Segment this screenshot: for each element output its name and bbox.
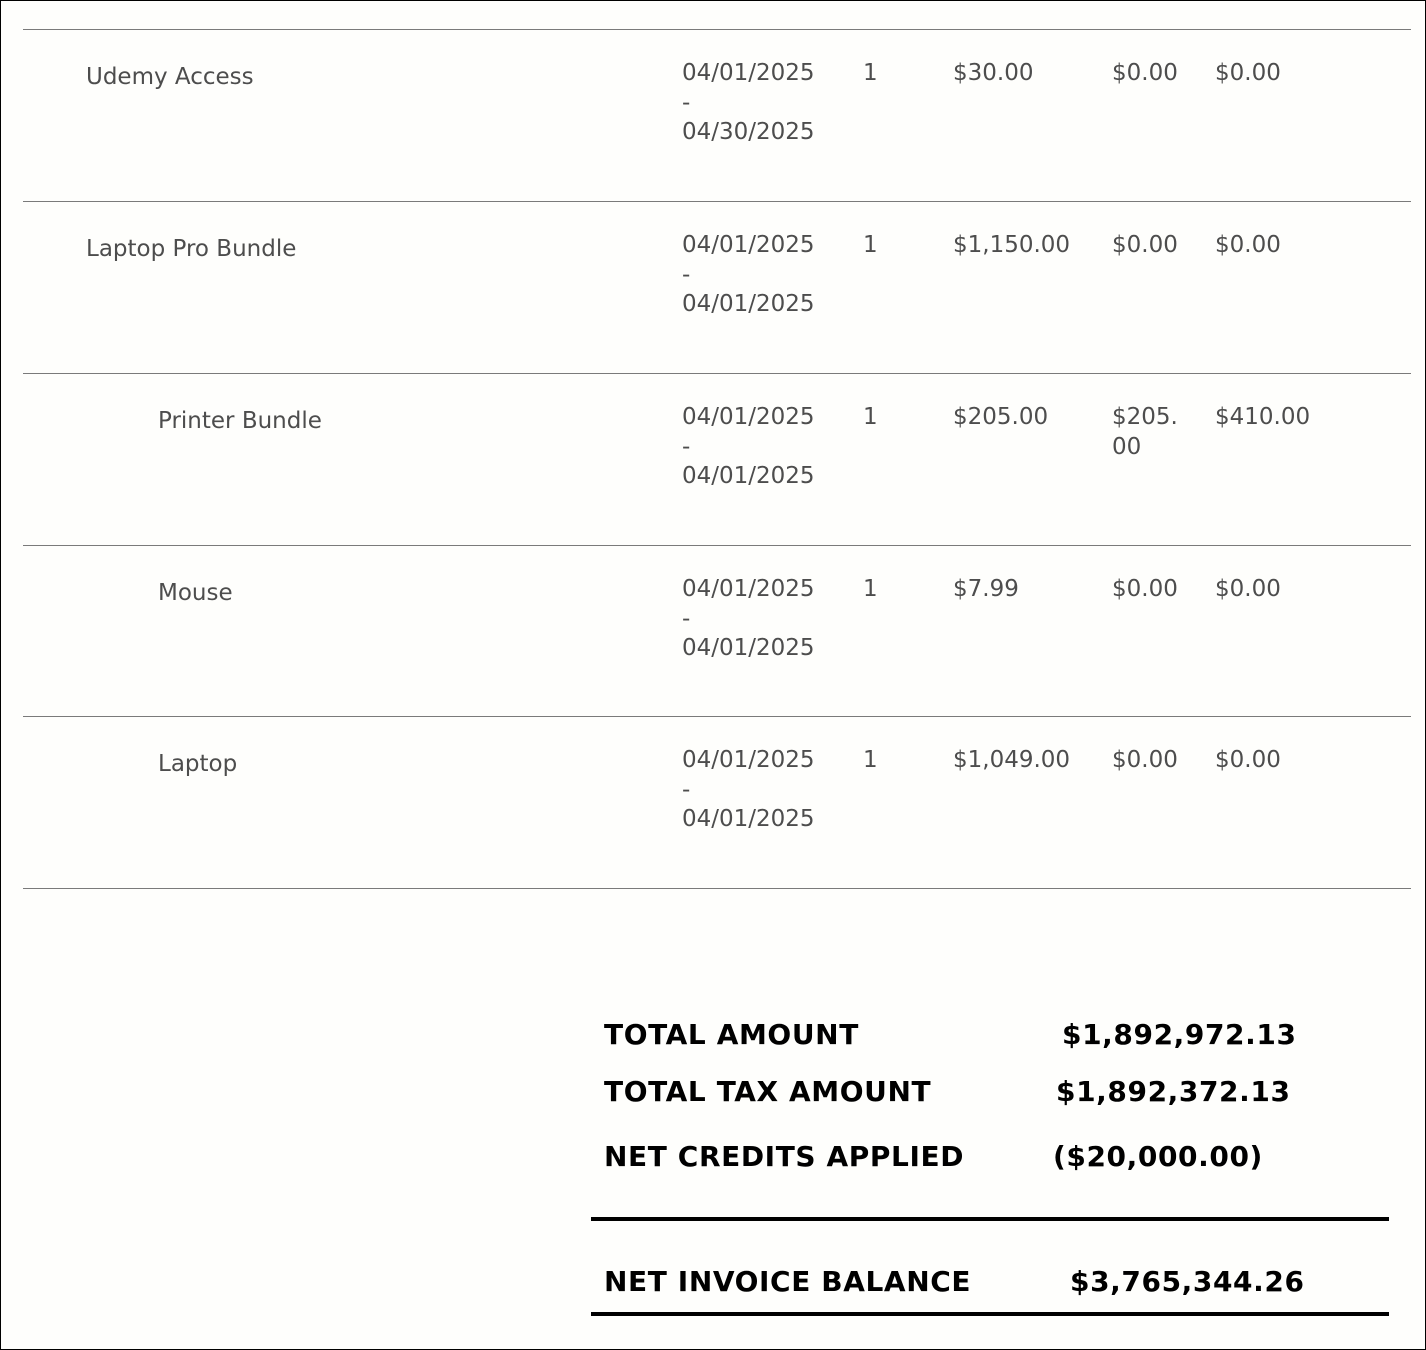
item-unit-price: $7.99	[953, 576, 1019, 602]
item-unit-price: $205.00	[953, 404, 1049, 430]
total-tax-value: $1,892,372.13	[1056, 1075, 1291, 1108]
period-start: 04/01/2025	[682, 576, 815, 602]
period-separator: -	[682, 89, 691, 116]
net-credits-value: ($20,000.00)	[1053, 1140, 1263, 1173]
item-description: Printer Bundle	[158, 408, 322, 434]
net-balance-value: $3,765,344.26	[1070, 1265, 1305, 1298]
item-total: $0.00	[1215, 232, 1281, 258]
row-divider	[23, 888, 1411, 889]
item-tax: $0.00	[1112, 576, 1178, 602]
item-tax: $0.00	[1112, 60, 1178, 86]
item-quantity: 1	[863, 232, 878, 258]
item-quantity: 1	[863, 747, 878, 773]
item-tax: $205.00	[1112, 404, 1178, 460]
item-quantity: 1	[863, 576, 878, 602]
item-description: Laptop Pro Bundle	[86, 236, 297, 262]
item-total: $0.00	[1215, 576, 1281, 602]
line-item-row	[23, 201, 1411, 372]
line-item-row	[23, 545, 1411, 716]
item-tax: $0.00	[1112, 232, 1178, 258]
total-tax-label: TOTAL TAX AMOUNT	[604, 1075, 932, 1108]
item-unit-price: $1,150.00	[953, 232, 1071, 258]
period-start: 04/01/2025	[682, 747, 815, 773]
item-description: Laptop	[158, 751, 238, 777]
item-total: $0.00	[1215, 747, 1281, 773]
period-separator: -	[682, 605, 691, 632]
period-end: 04/01/2025	[682, 291, 815, 317]
item-quantity: 1	[863, 60, 878, 86]
summary-bottom-rule	[591, 1312, 1389, 1316]
item-service-period	[682, 403, 832, 492]
period-end: 04/01/2025	[682, 806, 815, 832]
period-separator: -	[682, 261, 691, 288]
item-unit-price: $1,049.00	[953, 747, 1071, 773]
period-start: 04/01/2025	[682, 232, 815, 258]
item-total: $410.00	[1215, 404, 1311, 430]
period-separator: -	[682, 776, 691, 803]
period-start: 04/01/2025	[682, 404, 815, 430]
period-start: 04/01/2025	[682, 60, 815, 86]
net-credits-label: NET CREDITS APPLIED	[604, 1140, 965, 1173]
item-total: $0.00	[1215, 60, 1281, 86]
period-end: 04/30/2025	[682, 119, 815, 145]
period-end: 04/01/2025	[682, 635, 815, 661]
item-unit-price: $30.00	[953, 60, 1034, 86]
summary-divider	[591, 1217, 1389, 1221]
item-quantity: 1	[863, 404, 878, 430]
item-service-period	[682, 575, 832, 664]
net-balance-label: NET INVOICE BALANCE	[604, 1265, 972, 1298]
period-end: 04/01/2025	[682, 463, 815, 489]
item-service-period	[682, 59, 832, 148]
item-service-period	[682, 746, 832, 835]
item-description: Udemy Access	[86, 64, 254, 90]
total-amount-label: TOTAL AMOUNT	[604, 1018, 859, 1051]
period-separator: -	[682, 433, 691, 460]
item-description: Mouse	[158, 580, 233, 606]
line-item-row	[23, 373, 1411, 544]
item-service-period	[682, 231, 832, 320]
item-tax: $0.00	[1112, 747, 1178, 773]
line-item-row	[23, 29, 1411, 200]
total-amount-value: $1,892,972.13	[1062, 1018, 1297, 1051]
line-item-row	[23, 716, 1411, 887]
